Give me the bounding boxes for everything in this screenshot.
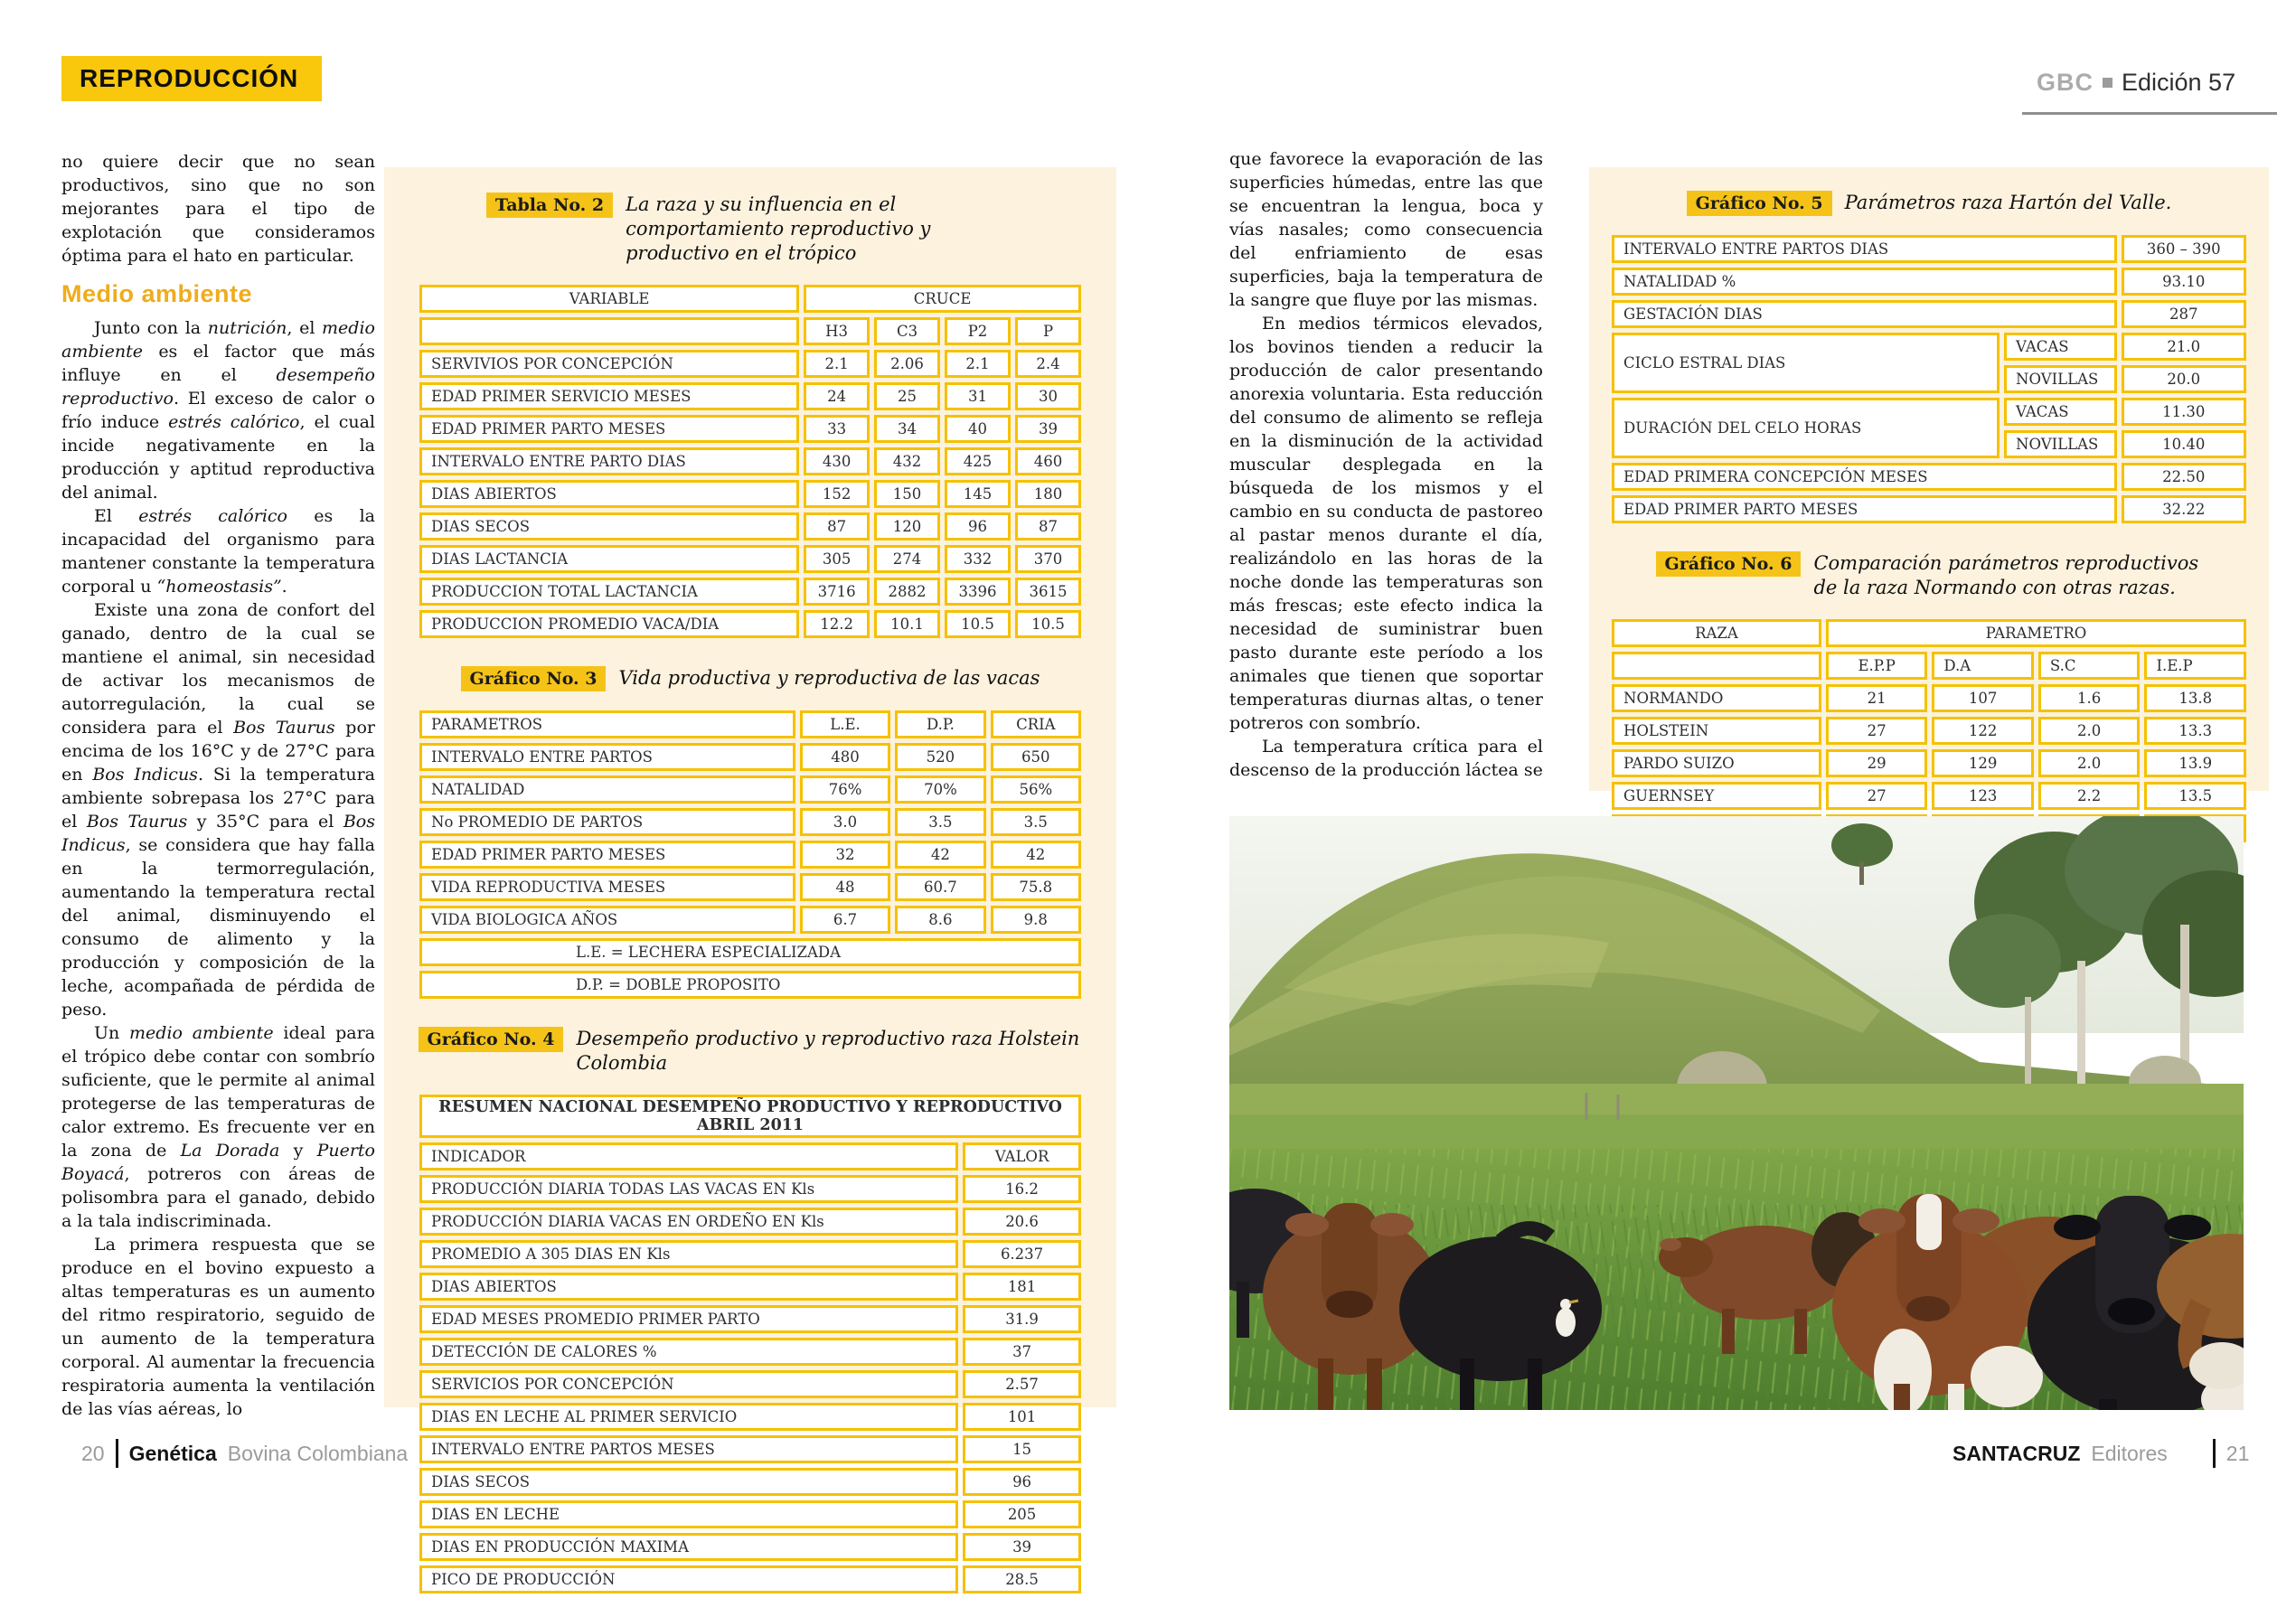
table-cell: 2882 xyxy=(874,578,940,606)
table-cell: I.E.P xyxy=(2144,652,2246,680)
table-cell: H3 xyxy=(804,317,870,345)
table-cell: 181 xyxy=(963,1273,1081,1301)
table-cell: 107 xyxy=(1932,684,2034,712)
table-cell: CRUCE xyxy=(804,285,1081,313)
table-cell: DIAS ABIERTOS xyxy=(419,1273,958,1301)
table-cell: DIAS SECOS xyxy=(419,1468,958,1496)
paragraph: Existe una zona de confort del ganado, dentro de la cual se mantiene el animal, sin necesidad de activar los mecanismos de autorregulación, la cual se considera para el Bos Taurus por encima de los 16°C y de 27°C para en Bos Indicus. Si la temperatura ambiente sobrepasa los 27°C para el Bos Taurus y 35°C para el Bos Indicus, se considera que hay falla en la termorregulación, aumentando la temperatura rectal del animal, disminuyendo el consumo de alimento y la producción y composición de la leche, acompañada de pérdida de peso. xyxy=(61,600,375,1020)
table-row xyxy=(419,1533,1081,1561)
table-cell: EDAD PRIMERA CONCEPCIÓN MESES xyxy=(1612,463,2117,491)
table-cell: D.P. = DOBLE PROPOSITO xyxy=(419,971,1081,999)
tabla-2-chip: Tabla No. 2 xyxy=(486,193,613,218)
table-cell: DETECCIÓN DE CALORES % xyxy=(419,1338,958,1366)
table-cell: 28.5 xyxy=(963,1565,1081,1593)
table-cell: 3716 xyxy=(804,578,870,606)
paragraph: La temperatura crítica para el descenso de la producción láctea se xyxy=(1229,737,1543,780)
table-row xyxy=(419,1370,1081,1398)
table-row xyxy=(419,1565,1081,1593)
table-row xyxy=(419,1500,1081,1528)
table-cell: 2.2 xyxy=(2038,782,2141,810)
table-cell: VALOR xyxy=(963,1142,1081,1170)
table-cell: EDAD PRIMER PARTO MESES xyxy=(419,841,795,869)
table-row xyxy=(419,578,1081,606)
table-cell: 56% xyxy=(991,776,1081,804)
table-cell: 3615 xyxy=(1015,578,1081,606)
table-row xyxy=(419,906,1081,934)
table-cell: 205 xyxy=(963,1500,1081,1528)
table-row xyxy=(419,285,1081,313)
table-row xyxy=(1612,463,2246,491)
table-cell: INDICADOR xyxy=(419,1142,958,1170)
table-cell: 129 xyxy=(1932,749,2034,777)
footer-right xyxy=(1953,1439,2249,1468)
table-cell: SERVICIOS POR CONCEPCIÓN xyxy=(419,1370,958,1398)
cattle-photo-illustration xyxy=(1229,816,2244,1410)
table-cell: GUERNSEY xyxy=(1612,782,1821,810)
table-cell: 460 xyxy=(1015,447,1081,475)
table-cell: 10.1 xyxy=(874,610,940,638)
paragraph: La primera respuesta que se produce en el bovino expuesto a altas temperaturas es un aumento del ritmo respiratorio, seguido de un aumento de la temperatura corporal. Al aumentar la frecuencia respiratoria aumenta la ventilación de las vías aéreas, lo xyxy=(61,1235,375,1419)
edition-rule xyxy=(2022,112,2277,115)
body-paragraphs xyxy=(61,316,375,1421)
table-cell: EDAD MESES PROMEDIO PRIMER PARTO xyxy=(419,1305,958,1333)
grafico-6-chip: Gráfico No. 6 xyxy=(1656,551,1802,577)
table-cell: 75.8 xyxy=(991,873,1081,901)
table-cell: S.C xyxy=(2038,652,2141,680)
table-cell: 24 xyxy=(804,382,870,410)
section-banner-label: REPRODUCCIÓN xyxy=(80,64,299,92)
table-row xyxy=(419,1305,1081,1333)
table-cell: 27 xyxy=(1826,782,1928,810)
table-cell: 3396 xyxy=(945,578,1011,606)
table-cell: 70% xyxy=(895,776,985,804)
paragraph: En medios térmicos elevados, los bovinos tienden a reducir la producción de calor presentando anorexia voluntaria. Esta reducción del consumo de alimento se refleja en la disminución de la actividad muscular desplegada en la búsqueda de los mismos y el cambio en su conducta de pastoreo al pastar menos durante el día, realizándolo en las horas de la noche donde las temperaturas son más frescas; este efecto indica la necesidad de suministrar buen pasto durante este período a los animales que tienen que soportar temperaturas diurnas altas, o tener potreros con sombrío. xyxy=(1229,314,1543,733)
square-bullet-icon xyxy=(2103,78,2113,88)
table-cell: 120 xyxy=(874,512,940,540)
subheading-medio-ambiente: Medio ambiente xyxy=(61,280,253,307)
table-cell: 39 xyxy=(1015,415,1081,443)
table-cell: DIAS EN LECHE xyxy=(419,1500,958,1528)
table-row xyxy=(419,317,1081,345)
table-cell: 22.50 xyxy=(2122,463,2246,491)
table-row xyxy=(419,776,1081,804)
intro-paragraphs xyxy=(61,150,375,268)
table-cell: INTERVALO ENTRE PARTOS xyxy=(419,743,795,771)
table-cell: 3.5 xyxy=(895,808,985,836)
cattle-pasture-photo xyxy=(1229,816,2244,1410)
table-row xyxy=(1612,749,2246,777)
tabla-2-block xyxy=(415,193,1086,643)
table-cell: 480 xyxy=(800,743,890,771)
table-row xyxy=(419,415,1081,443)
table-cell: PRODUCCION PROMEDIO VACA/DIA xyxy=(419,610,799,638)
middle-text-column xyxy=(1229,147,1543,782)
table-cell: HOLSTEIN xyxy=(1612,717,1821,745)
table-cell: No PROMEDIO DE PARTOS xyxy=(419,808,795,836)
table-cell: 432 xyxy=(874,447,940,475)
table-cell: CICLO ESTRAL DIAS xyxy=(1612,333,2000,393)
grafico-5-table xyxy=(1607,230,2251,528)
left-tables-panel xyxy=(384,167,1116,1588)
table-cell: 96 xyxy=(963,1468,1081,1496)
grafico-4-chip: Gráfico No. 4 xyxy=(419,1027,564,1052)
table-cell: 20.0 xyxy=(2122,365,2246,393)
table-cell: 3.0 xyxy=(800,808,890,836)
left-text-column xyxy=(61,150,375,1421)
grafico-4-table xyxy=(415,1090,1086,1598)
table-cell: PICO DE PRODUCCIÓN xyxy=(419,1565,958,1593)
right-tables-panel xyxy=(1589,167,2269,804)
table-cell: 101 xyxy=(963,1403,1081,1431)
body-paragraphs xyxy=(1229,147,1543,782)
table-cell: 10.5 xyxy=(945,610,1011,638)
tabla-2 xyxy=(415,280,1086,643)
table-cell: 360 – 390 xyxy=(2122,235,2246,263)
paragraph: Junto con la nutrición, el medio ambiente es el factor que más influye en el desempeño reproductivo. El exceso de calor o frío induce estrés calórico, el cual incide negativamente en la producción y aptitud reproductiva del animal. xyxy=(61,318,375,503)
table-cell: DIAS EN PRODUCCIÓN MAXIMA xyxy=(419,1533,958,1561)
footer-divider xyxy=(2213,1439,2216,1468)
table-cell: 9.8 xyxy=(991,906,1081,934)
table-cell: 650 xyxy=(991,743,1081,771)
table-cell: 32.22 xyxy=(2122,495,2246,523)
table-cell: 2.0 xyxy=(2038,717,2141,745)
footer-title-rest: Bovina Colombiana xyxy=(227,1441,409,1465)
table-cell: DIAS EN LECHE AL PRIMER SERVICIO xyxy=(419,1403,958,1431)
grafico-4-caption: Desempeño productivo y reproductivo raza Holstein Colombia xyxy=(576,1028,1080,1074)
table-row xyxy=(419,1435,1081,1463)
table-cell: EDAD PRIMER PARTO MESES xyxy=(1612,495,2117,523)
table-row xyxy=(419,545,1081,573)
table-row xyxy=(419,1273,1081,1301)
grafico-4-block xyxy=(415,1027,1086,1598)
table-row xyxy=(419,382,1081,410)
table-cell: 305 xyxy=(804,545,870,573)
table-cell: P xyxy=(1015,317,1081,345)
table-cell: 21.0 xyxy=(2122,333,2246,361)
table-cell: DIAS ABIERTOS xyxy=(419,480,799,508)
table-cell: 3.5 xyxy=(991,808,1081,836)
table-cell: 87 xyxy=(804,512,870,540)
table-cell: 1.6 xyxy=(2038,684,2141,712)
table-cell: PRODUCCIÓN DIARIA VACAS EN ORDEÑO EN Kls xyxy=(419,1208,958,1236)
grafico-6-caption: Comparación parámetros reproductivos de la raza Normando con otras razas. xyxy=(1813,552,2199,598)
table-row xyxy=(419,350,1081,378)
table-cell: 10.40 xyxy=(2122,430,2246,458)
table-cell: NOVILLAS xyxy=(2004,365,2117,393)
table-row xyxy=(419,873,1081,901)
table-cell: VIDA BIOLOGICA AÑOS xyxy=(419,906,795,934)
table-cell: 6.7 xyxy=(800,906,890,934)
table-cell: PARDO SUIZO xyxy=(1612,749,1821,777)
table-cell: RESUMEN NACIONAL DESEMPEÑO PRODUCTIVO Y REPRODUCTIVO ABRIL 2011 xyxy=(419,1095,1081,1138)
table-row xyxy=(1612,268,2246,296)
footer-left xyxy=(81,1439,408,1468)
grafico-5-caption: Parámetros raza Hartón del Valle. xyxy=(1844,192,2172,213)
table-cell: 31.9 xyxy=(963,1305,1081,1333)
table-row xyxy=(419,447,1081,475)
table-cell: 31 xyxy=(945,382,1011,410)
table-cell: 60.7 xyxy=(895,873,985,901)
paragraph: que favorece la evaporación de las superficies húmedas, entre las que se encuentran la lengua, boca y vías nasales; como consecuencia del enfriamiento de esas superficies, baja la temperatura de la sangre que fluye por las mismas. xyxy=(1229,149,1543,310)
table-cell: NOVILLAS xyxy=(2004,430,2117,458)
table-cell: 15 xyxy=(963,1435,1081,1463)
table-cell: 13.9 xyxy=(2144,749,2246,777)
table-row xyxy=(419,841,1081,869)
table-cell: RAZA xyxy=(1612,619,1821,647)
grafico-5-block xyxy=(1607,191,2251,528)
table-cell xyxy=(419,317,799,345)
table-cell: 42 xyxy=(991,841,1081,869)
table-cell: VACAS xyxy=(2004,398,2117,426)
table-cell: VIDA REPRODUCTIVA MESES xyxy=(419,873,795,901)
table-cell: DIAS LACTANCIA xyxy=(419,545,799,573)
table-cell: 40 xyxy=(945,415,1011,443)
table-cell: VACAS xyxy=(2004,333,2117,361)
table-cell: 425 xyxy=(945,447,1011,475)
table-cell: 2.57 xyxy=(963,1370,1081,1398)
table-cell: GESTACIÓN DIAS xyxy=(1612,300,2117,328)
table-cell: C3 xyxy=(874,317,940,345)
table-row xyxy=(1612,333,2246,361)
table-row xyxy=(1612,619,2246,647)
table-cell: 20.6 xyxy=(963,1208,1081,1236)
table-cell: D.P. xyxy=(895,710,985,738)
table-row xyxy=(419,1240,1081,1268)
table-cell: 274 xyxy=(874,545,940,573)
table-cell: 11.30 xyxy=(2122,398,2246,426)
table-cell: 93.10 xyxy=(2122,268,2246,296)
table-row xyxy=(419,938,1081,966)
table-row xyxy=(419,710,1081,738)
table-cell: VARIABLE xyxy=(419,285,799,313)
table-cell: INTERVALO ENTRE PARTOS DIAS xyxy=(1612,235,2117,263)
grafico-3-caption: Vida productiva y reproductiva de las vacas xyxy=(618,667,1040,689)
table-cell: 150 xyxy=(874,480,940,508)
table-cell: 2.1 xyxy=(804,350,870,378)
grafico-5-chip: Gráfico No. 5 xyxy=(1687,191,1832,216)
section-banner xyxy=(61,56,322,101)
page-number-right: 21 xyxy=(2225,1441,2250,1465)
table-cell: 29 xyxy=(1826,749,1928,777)
footer-divider xyxy=(116,1439,118,1468)
table-cell: 13.8 xyxy=(2144,684,2246,712)
table-cell: DIAS SECOS xyxy=(419,512,799,540)
table-row xyxy=(419,610,1081,638)
publisher-rest: Editores xyxy=(2091,1441,2168,1465)
table-cell: 13.3 xyxy=(2144,717,2246,745)
table-cell: 25 xyxy=(874,382,940,410)
table-cell: 30 xyxy=(1015,382,1081,410)
table-cell: 42 xyxy=(895,841,985,869)
table-cell: 520 xyxy=(895,743,985,771)
table-cell: 39 xyxy=(963,1533,1081,1561)
table-cell: 2.1 xyxy=(945,350,1011,378)
page-number-left: 20 xyxy=(81,1441,105,1465)
table-cell: 180 xyxy=(1015,480,1081,508)
table-cell: 87 xyxy=(1015,512,1081,540)
table-cell: CRIA xyxy=(991,710,1081,738)
table-cell: 96 xyxy=(945,512,1011,540)
table-row xyxy=(419,808,1081,836)
table-row xyxy=(1612,782,2246,810)
table-row xyxy=(1612,717,2246,745)
brand-label: GBC xyxy=(2037,69,2094,96)
footer-title-bold: Genética xyxy=(128,1441,217,1465)
table-cell: 123 xyxy=(1932,782,2034,810)
table-cell: 32 xyxy=(800,841,890,869)
table-row xyxy=(419,512,1081,540)
table-cell: 430 xyxy=(804,447,870,475)
table-cell: INTERVALO ENTRE PARTOS MESES xyxy=(419,1435,958,1463)
table-row xyxy=(419,480,1081,508)
grafico-3-chip: Gráfico No. 3 xyxy=(461,666,607,691)
table-row xyxy=(1612,398,2246,426)
table-cell: L.E. = LECHERA ESPECIALIZADA xyxy=(419,938,1081,966)
table-cell: 370 xyxy=(1015,545,1081,573)
table-cell: DURACIÓN DEL CELO HORAS xyxy=(1612,398,2000,458)
table-row xyxy=(1612,684,2246,712)
paragraph: El estrés calórico es la incapacidad del organismo para mantener constante la temperatura corporal u “homeostasis”. xyxy=(61,506,375,597)
table-cell: 10.5 xyxy=(1015,610,1081,638)
table-cell: 76% xyxy=(800,776,890,804)
table-cell: 16.2 xyxy=(963,1175,1081,1203)
edition-header xyxy=(2037,69,2235,97)
table-cell: SERVIVIOS POR CONCEPCIÓN xyxy=(419,350,799,378)
table-row xyxy=(419,1403,1081,1431)
table-cell: 48 xyxy=(800,873,890,901)
table-cell: 27 xyxy=(1826,717,1928,745)
table-row xyxy=(1612,235,2246,263)
tabla-2-caption: La raza y su influencia en el comportamiento reproductivo y productivo en el trópico xyxy=(626,193,931,264)
table-row xyxy=(1612,300,2246,328)
table-row xyxy=(419,1095,1081,1138)
table-row xyxy=(1612,652,2246,680)
table-cell xyxy=(1612,652,1821,680)
table-cell: NATALIDAD xyxy=(419,776,795,804)
table-cell: PARAMETRO xyxy=(1826,619,2246,647)
table-cell: 13.5 xyxy=(2144,782,2246,810)
table-cell: INTERVALO ENTRE PARTO DIAS xyxy=(419,447,799,475)
table-cell: PROMEDIO A 305 DIAS EN Kls xyxy=(419,1240,958,1268)
table-row xyxy=(419,971,1081,999)
table-cell: EDAD PRIMER PARTO MESES xyxy=(419,415,799,443)
table-cell: PARAMETROS xyxy=(419,710,795,738)
grafico-6-table xyxy=(1607,615,2251,847)
table-cell: 6.237 xyxy=(963,1240,1081,1268)
table-cell: 33 xyxy=(804,415,870,443)
grafico-3-table xyxy=(415,706,1086,1003)
table-cell: NORMANDO xyxy=(1612,684,1821,712)
table-cell: 2.4 xyxy=(1015,350,1081,378)
grafico-6-block xyxy=(1607,551,2251,847)
table-row xyxy=(419,743,1081,771)
paragraph: Un medio ambiente ideal para el trópico debe contar con sombrío suficiente, que le permite al animal protegerse de las temperaturas de calor extremo. Es frecuente ver en la zona de La Dorada y Puerto Boyacá, potreros con áreas de polisombra para el ganado, debido a la tala indiscriminada. xyxy=(61,1023,375,1231)
table-cell: PRODUCCION TOTAL LACTANCIA xyxy=(419,578,799,606)
table-row xyxy=(419,1468,1081,1496)
table-row xyxy=(1612,495,2246,523)
table-cell: 12.2 xyxy=(804,610,870,638)
paragraph: no quiere decir que no sean productivos, sino que no son mejorantes para el tipo de explotación que consideramos óptima para el hato en particular. xyxy=(61,152,375,266)
table-row xyxy=(419,1142,1081,1170)
table-cell: NATALIDAD % xyxy=(1612,268,2117,296)
table-cell: 145 xyxy=(945,480,1011,508)
table-cell: 37 xyxy=(963,1338,1081,1366)
table-cell: 332 xyxy=(945,545,1011,573)
table-cell: 122 xyxy=(1932,717,2034,745)
edition-label: Edición 57 xyxy=(2122,69,2236,96)
table-cell: D.A xyxy=(1932,652,2034,680)
table-cell: 34 xyxy=(874,415,940,443)
table-cell: P2 xyxy=(945,317,1011,345)
table-row xyxy=(419,1175,1081,1203)
table-row xyxy=(419,1208,1081,1236)
table-cell: 2.06 xyxy=(874,350,940,378)
table-cell: 8.6 xyxy=(895,906,985,934)
table-row xyxy=(419,1338,1081,1366)
table-cell: 287 xyxy=(2122,300,2246,328)
table-cell: 2.0 xyxy=(2038,749,2141,777)
table-cell: 21 xyxy=(1826,684,1928,712)
publisher-bold: SANTACRUZ xyxy=(1953,1441,2081,1465)
table-cell: 152 xyxy=(804,480,870,508)
table-cell: E.P.P xyxy=(1826,652,1928,680)
table-cell: PRODUCCIÓN DIARIA TODAS LAS VACAS EN Kls xyxy=(419,1175,958,1203)
table-cell: EDAD PRIMER SERVICIO MESES xyxy=(419,382,799,410)
grafico-3-block xyxy=(415,666,1086,1003)
table-cell: L.E. xyxy=(800,710,890,738)
